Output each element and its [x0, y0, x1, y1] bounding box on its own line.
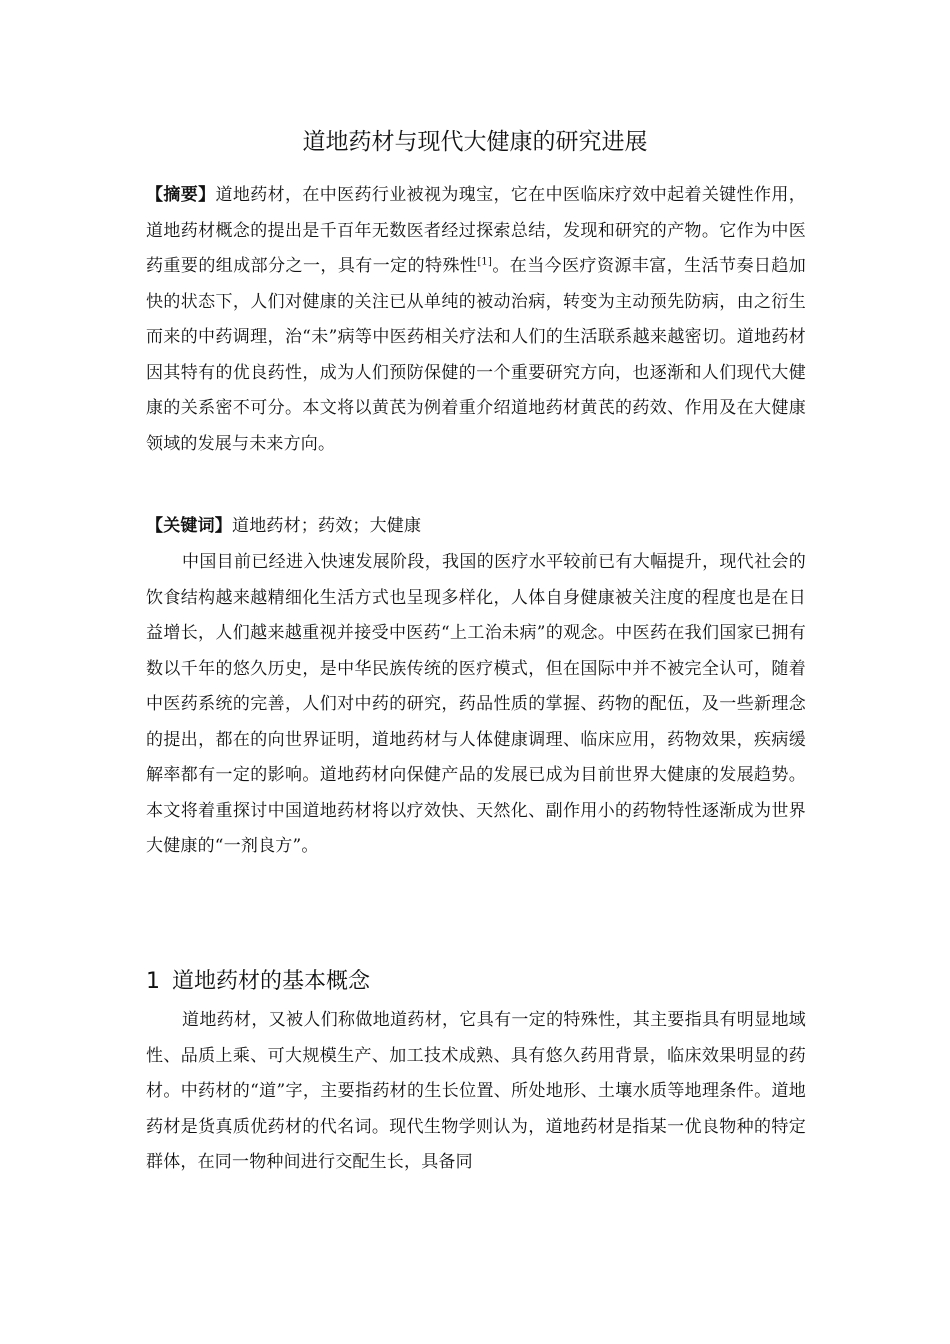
abstract-paragraph — [146, 178, 806, 462]
section-1-paragraph: 道地药材，又被人们称做地道药材，它具有一定的特殊性，其主要指具有明显地域性、品质上乘、可大规模生产、加工技术成熟、具有悠久药用背景，临床效果明显的药材。中药材的“道”字，主要指药材的生长位置、所处地形、土壤水质等地理条件。道地药材是货真质优药材的代名词。现代生物学则认为，道地药材是指某一优良物种的特定群体，在同一物种间进行交配生长，具备同 — [146, 1010, 806, 1172]
section-1-title: 道地药材的基本概念 — [172, 969, 371, 994]
abstract-text-part2: 。在当今医疗资源丰富，生活节奏日趋加快的状态下，人们对健康的关注已从单纯的被动治病，转变为主动预先防病，由之衍生而来的中药调理，治“未”病等中医药相关疗法和人们的生活联系越来越密切。道地药材因其特有的优良药性，成为人们预防保健的一个重要研究方向，也逐渐和人们现代大健康的关系密不可分。本文将以黄芪为例着重介绍道地药材黄芪的药效、作用及在大健康领域的发展与未来方向。 — [146, 256, 806, 454]
intro-paragraph: 中国目前已经进入快速发展阶段，我国的医疗水平较前已有大幅提升，现代社会的饮食结构越来越精细化生活方式也呈现多样化，人体自身健康被关注度的程度也是在日益增长，人们越来越重视并接受中医药“上工治未病”的观念。中医药在我们国家已拥有数以千年的悠久历史，是中华民族传统的医疗模式，但在国际中并不被完全认可，随着中医药系统的完善，人们对中药的研究，药品性质的掌握、药物的配伍，及一些新理念的提出，都在的向世界证明，道地药材与人体健康调理、临床应用，药物效果，疾病缓解率都有一定的影响。道地药材向保健产品的发展已成为目前世界大健康的发展趋势。本文将着重探讨中国道地药材将以疗效快、天然化、副作用小的药物特性逐渐成为世界大健康的“一剂良方”。 — [146, 552, 806, 856]
abstract-text-part1: 道地药材，在中医药行业被视为瑰宝，它在中医临床疗效中起着关键性作用，道地药材概念的提出是千百年无数医者经过探索总结，发现和研究的产物。它作为中医药重要的组成部分之一，具有一定的特殊性 — [146, 185, 806, 276]
keywords-label: 【关键词】 — [146, 516, 232, 536]
keywords-text: 道地药材；药效；大健康 — [232, 516, 422, 536]
keywords-line — [146, 509, 806, 545]
section-1-heading — [146, 962, 806, 1002]
section-1-number: 1 — [146, 969, 160, 994]
paper-title: 道地药材与现代大健康的研究进展 — [302, 129, 648, 155]
citation-ref-1[interactable]: [1] — [477, 256, 493, 268]
abstract-label: 【摘要】 — [146, 185, 216, 205]
